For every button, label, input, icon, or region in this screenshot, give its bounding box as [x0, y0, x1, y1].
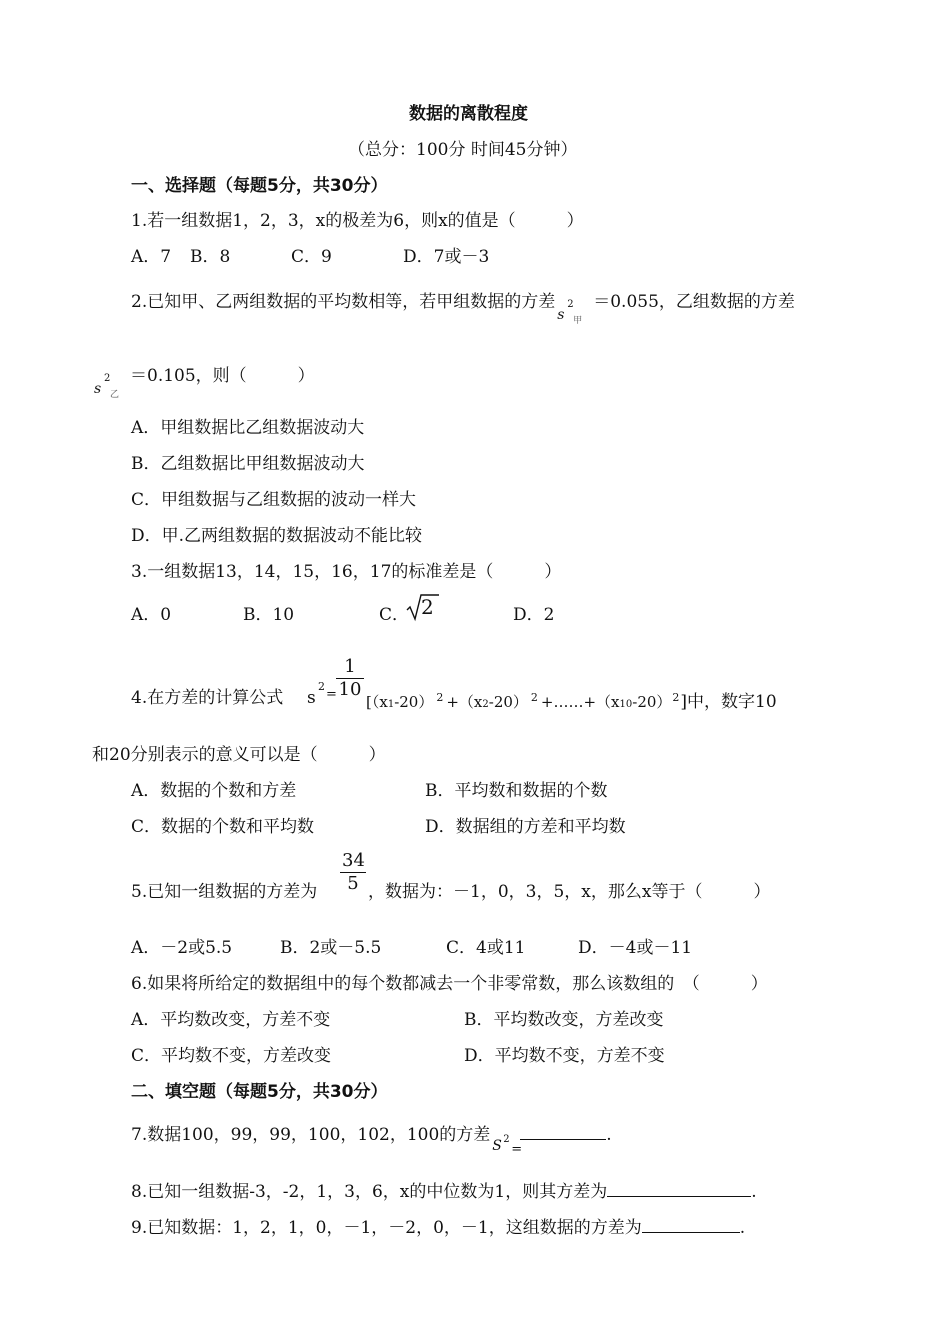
q4-formula-d: -20）: [488, 693, 528, 711]
q1-option-b: B．8: [190, 247, 231, 267]
q7-s-sup: 2: [503, 1134, 510, 1145]
question-4-stem-a: 4.在方差的计算公式: [131, 688, 284, 708]
q4-formula-g: ]中，数字10: [680, 692, 777, 712]
question-4-stem-b: 和20分别表示的意义可以是（ ）: [92, 745, 386, 765]
q3-sqrt-symbol: [406, 592, 440, 622]
q8-text: 8.已知一组数据-3，-2，1，3，6，x的中位数为1，则其方差为: [131, 1182, 608, 1202]
q4-fraction: [336, 656, 364, 701]
q5-fraction-den: 5: [347, 873, 359, 894]
q7-s: S: [492, 1138, 502, 1154]
q9-text: 9.已知数据：1，2，1，0，－1，－2，0，－1，这组数据的方差为: [131, 1218, 642, 1238]
q6-option-a: A．平均数改变，方差不变: [131, 1010, 331, 1030]
q2-option-c: C．甲组数据与乙组数据的波动一样大: [131, 490, 417, 510]
q2-option-b: B．乙组数据比甲组数据波动大: [131, 454, 365, 474]
q5-fraction-num: 34: [342, 850, 365, 871]
q2-s-yi-sub: 乙: [110, 390, 120, 400]
q4-index-2: 2: [482, 699, 489, 710]
q2-s-yi-sup: 2: [104, 373, 111, 384]
q4-power-3: 2: [672, 691, 680, 704]
q1-option-a: A．7: [131, 247, 172, 267]
q4-equals: =: [326, 687, 337, 702]
q4-index-3: 10: [619, 699, 633, 710]
question-5-stem-b: ，数据为：－1，0，3，5，x，那么x等于（ ）: [368, 882, 771, 902]
q4-formula-b: -20）: [394, 693, 434, 711]
q4-option-b: B．平均数和数据的个数: [425, 781, 608, 801]
question-3-stem: 3.一组数据13，14，15，16，17的标准差是（ ）: [131, 562, 562, 582]
q4-formula-e: +……+（x: [540, 693, 620, 711]
page-subtitle: （总分：100分 时间45分钟）: [348, 140, 578, 160]
q4-s: s: [307, 688, 316, 708]
q2-text-b: ＝0.055，乙组数据的方差: [593, 292, 795, 312]
q4-formula: [366, 688, 777, 715]
q4-power-2: 2: [530, 691, 538, 704]
q2-text-c: ＝0.105，则（ ）: [130, 366, 315, 386]
q4-fraction-num: 1: [336, 656, 364, 679]
q4-option-d: D．数据组的方差和平均数: [425, 817, 626, 837]
question-9-stem: [131, 1216, 745, 1238]
q6-option-d: D．平均数不变，方差不变: [464, 1046, 665, 1066]
question-5-stem-a: 5.已知一组数据的方差为: [131, 882, 318, 902]
q2-option-d: D．甲.乙两组数据的数据波动不能比较: [131, 526, 423, 546]
q4-fraction-den: 10: [338, 679, 362, 700]
q3-option-b: B．10: [243, 605, 295, 625]
q4-option-c: C．数据的个数和平均数: [131, 817, 315, 837]
q4-formula-a: [（x: [366, 693, 388, 711]
q8-answer-blank[interactable]: [607, 1180, 751, 1197]
q2-option-a: A．甲组数据比乙组数据波动大: [131, 418, 365, 438]
question-8-stem: [131, 1180, 757, 1202]
q7-answer-blank[interactable]: [520, 1123, 606, 1140]
q5-option-b: B．2或－5.5: [280, 938, 382, 958]
q3-option-a: A．0: [131, 605, 172, 625]
q4-formula-f: -20）: [632, 693, 672, 711]
question-2-stem-line2: [92, 366, 315, 400]
section-heading-choice: 一、选择题（每题5分，共30分）: [131, 176, 388, 196]
q3-option-d: D．2: [513, 605, 555, 625]
q4-s-sup: 2: [318, 680, 325, 693]
question-1-stem: 1.若一组数据1，2，3，x的极差为6，则x的值是（ ）: [131, 211, 584, 231]
q2-s-jia: s: [557, 307, 565, 323]
q5-fraction: [340, 850, 366, 895]
q5-option-c: C．4或11: [446, 938, 526, 958]
question-7-stem: [131, 1123, 612, 1157]
question-2-stem-line1: [131, 292, 795, 326]
q4-formula-c: +（x: [446, 693, 483, 711]
q5-option-a: A．－2或5.5: [131, 938, 233, 958]
q3-option-c: C．: [379, 605, 410, 625]
q4-index-1: 1: [387, 699, 395, 710]
section-heading-fill: 二、填空题（每题5分，共30分）: [131, 1082, 388, 1102]
q8-tail: .: [751, 1182, 757, 1202]
q4-power-1: 2: [436, 691, 444, 704]
q3-sqrt-value: 2: [421, 595, 434, 619]
q1-option-c: C．9: [291, 247, 332, 267]
q2-s-jia-sup: 2: [567, 299, 574, 310]
q7-tail: .: [606, 1125, 612, 1145]
q9-tail: .: [739, 1218, 746, 1238]
q6-option-b: B．平均数改变，方差改变: [464, 1010, 664, 1030]
q7-equals: =: [511, 1142, 523, 1157]
q1-option-d: D．7或－3: [403, 247, 490, 267]
q2-text-a: 2.已知甲、乙两组数据的平均数相等，若甲组数据的方差: [131, 292, 556, 312]
q9-answer-blank[interactable]: [642, 1216, 740, 1233]
q6-option-c: C．平均数不变，方差改变: [131, 1046, 332, 1066]
question-6-stem: 6.如果将所给定的数据组中的每个数都减去一个非零常数，那么该数组的 （ ）: [131, 974, 768, 994]
page-title: 数据的离散程度: [409, 104, 528, 124]
q7-text: 7.数据100，99，99，100，102，100的方差: [131, 1125, 491, 1145]
q4-option-a: A．数据的个数和方差: [131, 781, 297, 801]
q2-s-jia-sub: 甲: [573, 316, 583, 326]
q5-option-d: D．－4或－11: [578, 938, 693, 958]
q2-s-yi: s: [94, 381, 102, 397]
